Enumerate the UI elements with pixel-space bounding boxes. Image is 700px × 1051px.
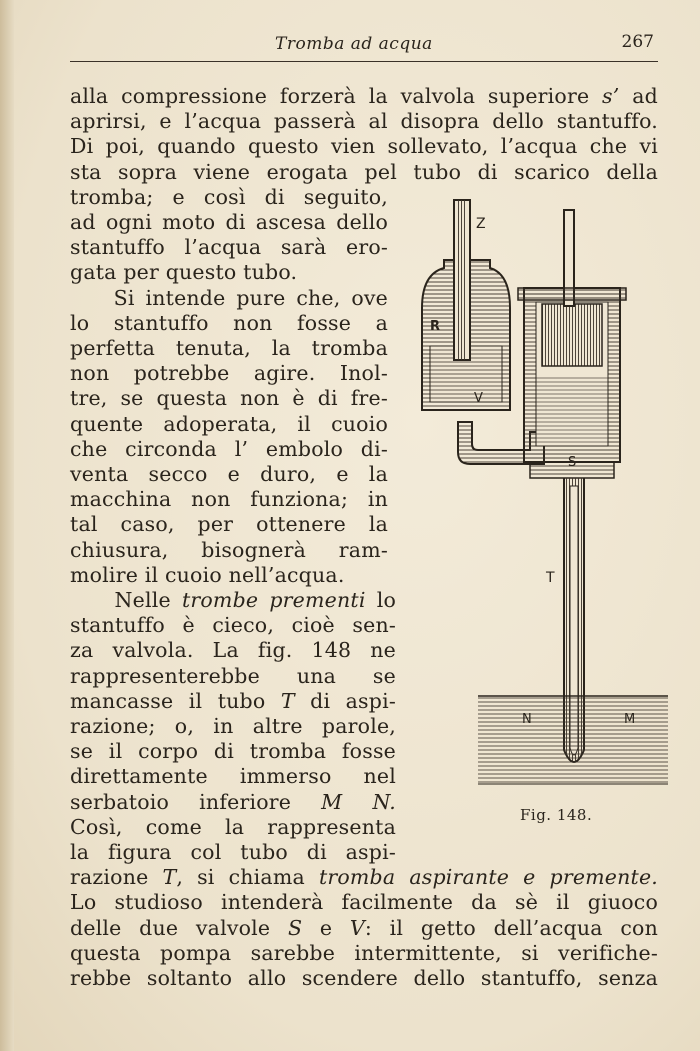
text-line xyxy=(70,638,396,663)
italic-text: M N. xyxy=(321,789,396,814)
text-line xyxy=(70,437,388,462)
text-run: venta secco e duro, e la xyxy=(70,462,388,486)
text-run: stantuffo l’acqua sarà ero- xyxy=(70,235,388,260)
text-line xyxy=(70,890,658,915)
italic-text: T xyxy=(162,865,177,890)
text-line xyxy=(70,160,658,185)
text-line xyxy=(70,84,658,109)
text-line xyxy=(70,512,388,537)
text-line xyxy=(70,613,396,638)
figure-148-pump-diagram xyxy=(418,196,673,796)
pump-body xyxy=(518,210,626,478)
text-run: se il corpo di tromba fosse xyxy=(70,739,396,764)
text-line xyxy=(70,588,396,613)
text-line xyxy=(70,286,388,311)
text-line xyxy=(70,134,658,159)
text-line xyxy=(70,664,396,689)
label-m: M xyxy=(624,712,636,727)
text-line xyxy=(70,386,388,411)
text-line xyxy=(70,235,388,260)
text-run: perfetta tenuta, la tromba xyxy=(70,336,388,360)
text-line xyxy=(70,865,658,890)
text-run: mancasse il tubo xyxy=(70,688,281,713)
text-line xyxy=(70,739,396,764)
text-run: gata per questo tubo. xyxy=(70,260,298,285)
text-line xyxy=(70,815,396,840)
text-run: tre, se questa non è di fre- xyxy=(70,386,388,411)
text-run: rebbe soltanto allo scendere dello stantuffo, senza xyxy=(70,966,658,990)
text-line xyxy=(70,412,388,437)
text-line xyxy=(70,916,658,941)
text-run: razione; o, in altre parole, xyxy=(70,714,396,738)
text-line xyxy=(70,538,388,563)
text-run: chiusura, bisognerà ram- xyxy=(70,537,388,562)
text-run: Nelle xyxy=(70,588,182,612)
text-run: direttamente immerso nel xyxy=(70,764,396,789)
text-run: ad ogni moto di ascesa dello xyxy=(70,210,388,234)
text-run: delle due valvole xyxy=(70,915,288,940)
header-rule xyxy=(70,61,658,62)
text-line xyxy=(70,966,658,991)
text-line xyxy=(70,563,388,588)
text-run: ad xyxy=(619,84,658,108)
text-line xyxy=(70,210,388,235)
italic-text: V xyxy=(349,915,365,940)
text-run: : il getto dell’acqua con xyxy=(364,915,658,940)
italic-text: S xyxy=(287,915,303,940)
text-run: e xyxy=(302,915,350,940)
text-line xyxy=(70,361,388,386)
label-z: Z xyxy=(476,216,486,232)
italic-text: tromba aspirante e premente. xyxy=(318,865,659,890)
text-line xyxy=(70,336,388,361)
page-gutter xyxy=(0,0,14,1051)
text-run: aprirsi, e l’acqua passerà al disopra dello stantuffo. xyxy=(70,109,658,134)
text-run: za valvola. La fig. 148 ne xyxy=(70,638,396,663)
text-line xyxy=(70,109,658,134)
text-run: questa pompa sarebbe intermittente, si verifiche- xyxy=(70,940,658,965)
page-number: 267 xyxy=(621,32,654,52)
running-title: Tromba ad acqua xyxy=(275,34,433,54)
text-run: Di poi, quando questo vien sollevato, l’acqua che vi xyxy=(70,134,658,159)
text-run: non potrebbe agire. Inol- xyxy=(70,361,388,386)
text-run: tromba; e così di seguito, xyxy=(70,184,388,209)
text-run: Lo studioso intenderà facilmente da sè il giuoco xyxy=(70,890,658,915)
text-run: Si intende pure che, ove xyxy=(70,285,388,310)
text-run: serbatoio inferiore xyxy=(70,789,322,814)
text-run: la figura col tubo di aspi- xyxy=(70,840,396,864)
text-run: quente adoperata, il cuoio xyxy=(70,411,388,436)
text-run: lo stantuffo non fosse a xyxy=(70,310,388,335)
text-line xyxy=(70,764,396,789)
text-run: sta sopra viene erogata pel tubo di scarico della xyxy=(70,159,658,184)
text-line xyxy=(70,487,388,512)
italic-text: T xyxy=(280,688,295,713)
text-run: che circonda l’ embolo di- xyxy=(70,436,388,461)
text-line xyxy=(70,714,396,739)
text-line xyxy=(70,260,388,285)
text-run: tal caso, per ottenere la xyxy=(70,512,388,537)
label-s: S xyxy=(568,455,577,470)
text-run: molire il cuoio nell’acqua. xyxy=(70,562,345,587)
text-line xyxy=(70,185,388,210)
text-run: di aspi- xyxy=(294,688,396,713)
label-r: R xyxy=(430,319,441,334)
text-line xyxy=(70,790,396,815)
text-run: alla compressione forzerà la valvola superiore xyxy=(70,84,603,108)
reservoir-water xyxy=(478,696,668,784)
text-run: Così, come la rappresenta xyxy=(70,814,396,839)
text-run: macchina non funziona; in xyxy=(70,487,388,512)
air-chamber xyxy=(422,200,510,410)
text-run: lo xyxy=(365,588,397,612)
text-line xyxy=(70,462,388,487)
italic-text: trombe prementi xyxy=(181,588,366,612)
text-run: stantuffo è cieco, cioè sen- xyxy=(70,613,396,638)
label-n: N xyxy=(522,712,532,727)
text-line xyxy=(70,689,396,714)
page-header xyxy=(70,28,658,58)
text-line xyxy=(70,941,658,966)
text-run: rappresenterebbe una se xyxy=(70,663,396,688)
figure-caption: Fig. 148. xyxy=(520,806,593,824)
text-run: razione xyxy=(70,865,163,890)
text-run: , si chiama xyxy=(176,865,319,890)
text-line xyxy=(70,311,388,336)
label-v: V xyxy=(474,391,483,406)
text-line xyxy=(70,840,396,865)
italic-text: s’ xyxy=(602,84,620,108)
label-t: T xyxy=(546,570,555,586)
